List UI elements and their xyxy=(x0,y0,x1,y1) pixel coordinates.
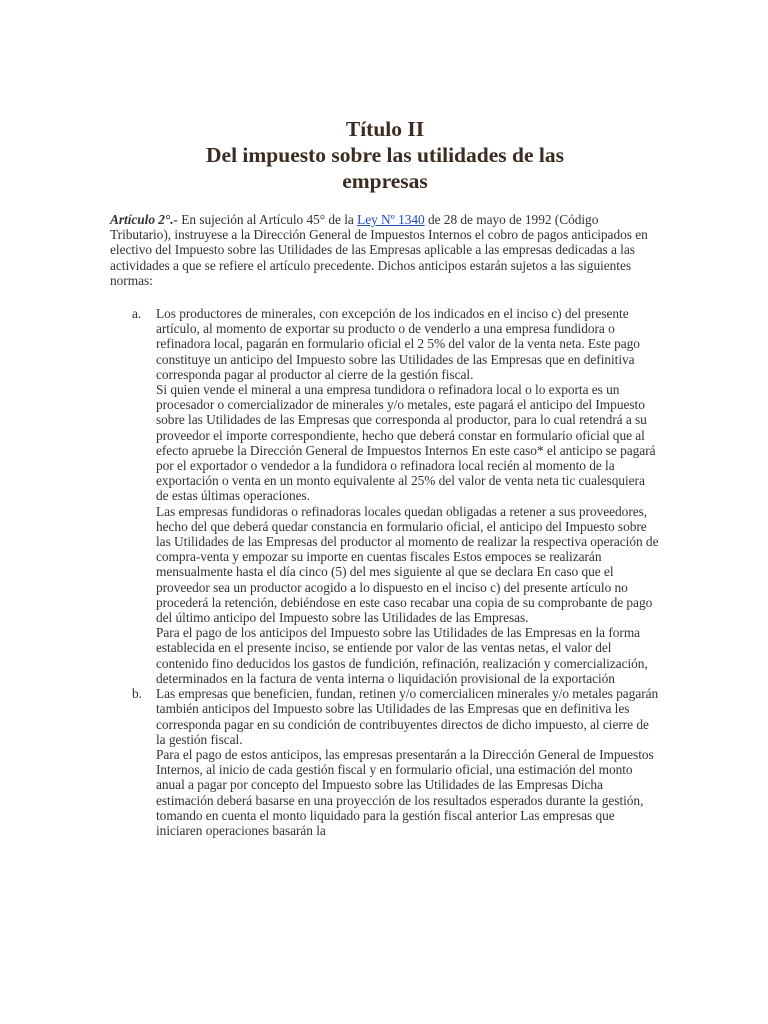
list-item-a xyxy=(110,306,660,686)
document-page xyxy=(110,116,660,838)
list-marker: b. xyxy=(132,686,142,702)
article-paragraph xyxy=(110,212,660,288)
paragraph: Los productores de minerales, con excepción de los indicados en el inciso c) del presente artículo, al momento de exportar su producto o de venderlo a una empresa fundidora o refinadora local, pagarán en formulario oficial el 2 5% del valor de la venta neta. Este pago constituye un anticipo del Impuesto sobre las Utilidades de las Empresas que en definitiva corresponda pagar al productor al cierre de la gestión fiscal. xyxy=(156,306,640,382)
paragraph: Las empresas que beneficien, fundan, retinen y/o comercialicen minerales y/o metales pagarán también anticipos del Impuesto sobre las Utilidades de las Empresas que en definitiva les corresponda pagar en su condición de contribuyentes directos de dicho impuesto, al cierre de la gestión fiscal. xyxy=(156,686,659,747)
article-text-before-link: En sujeción al Artículo 45° de la xyxy=(177,212,358,227)
paragraph: Si quien vende el mineral a una empresa tundidora o refinadora local o lo exporta es un procesador o comercializador de minerales y/o metales, este pagará el anticipo del Impuesto sobre las Utilidades de las Empresas que corresponda al productor, para lo cual retendrá a su proveedor el importe correspondiente, hecho que deberá constar en formulario oficial que al efecto apruebe la Dirección General de Impuestos Internos En este caso* el anticipo se pagará por el exportador o vendedor a la fundidora o refinadora local recién al momento de la exportación o venta en un monto equivalente al 25% del valor de venta neta tic cualesquiera de estas últimas operaciones. xyxy=(156,382,656,504)
law-link[interactable]: Ley Nº 1340 xyxy=(357,212,425,227)
list-item-b xyxy=(110,686,660,838)
paragraph: Para el pago de estos anticipos, las empresas presentarán a la Dirección General de Impuestos Internos, al inicio de cada gestión fiscal y en formulario oficial, una estimación del monto anual a pagar por concepto del Impuesto sobre las Utilidades de las Empresas Dicha estimación deberá basarse en una proyección de los resultados esperados durante la gestión, tomando en cuenta el monto liquidado para la gestión fiscal anterior Las empresas que iniciaren operaciones basarán la xyxy=(156,746,654,838)
article-text-after-link: de 28 de mayo de 1992 (Código Tributario), instruyese a la Dirección General de Impuestos Internos el cobro de pagos anticipados en electivo del Impuesto sobre las Utilidades de las Empresas aplicable a las empresas dedicadas a las actividades a que se refiere el artículo precedente. Dichos anticipos estarán sujetos a las siguientes normas: xyxy=(110,212,648,288)
article-label: Artículo 2°.- xyxy=(110,212,178,227)
title-line-3: empresas xyxy=(342,169,428,193)
title-line-1: Título II xyxy=(345,117,425,141)
title-line-2: Del impuesto sobre las utilidades de las xyxy=(206,143,564,167)
norms-list xyxy=(110,306,660,838)
paragraph: Para el pago de los anticipos del Impuesto sobre las Utilidades de las Empresas en la forma establecida en el presente inciso, se entiende por valor de las ventas netas, el valor del contenido fino deducidos los gastos de fundición, refinación, realización y comercialización, determinados en la factura de venta interna o liquidación provisional de la exportación xyxy=(156,625,648,686)
list-marker: a. xyxy=(132,306,142,322)
paragraph: Las empresas fundidoras o refinadoras locales quedan obligadas a retener a sus proveedores, hecho del que deberá quedar constancia en formulario oficial, el anticipo del Impuesto sobre las Utilidades de las Empresas del productor al momento de realizar la respectiva operación de compra-venta y empozar su importe en cuentas fiscales Estos empoces se realizarán mensualmente hasta el día cinco (5) del mes siguiente al que se declara En caso que el proveedor sea un productor acogido a lo dispuesto en el inciso c) del presente artículo no procederá la retención, debiéndose en este caso recabar una copia de su comprobante de pago del último anticipo del Impuesto sobre las Utilidades de las Empresas. xyxy=(156,503,659,626)
document-title xyxy=(110,116,660,194)
